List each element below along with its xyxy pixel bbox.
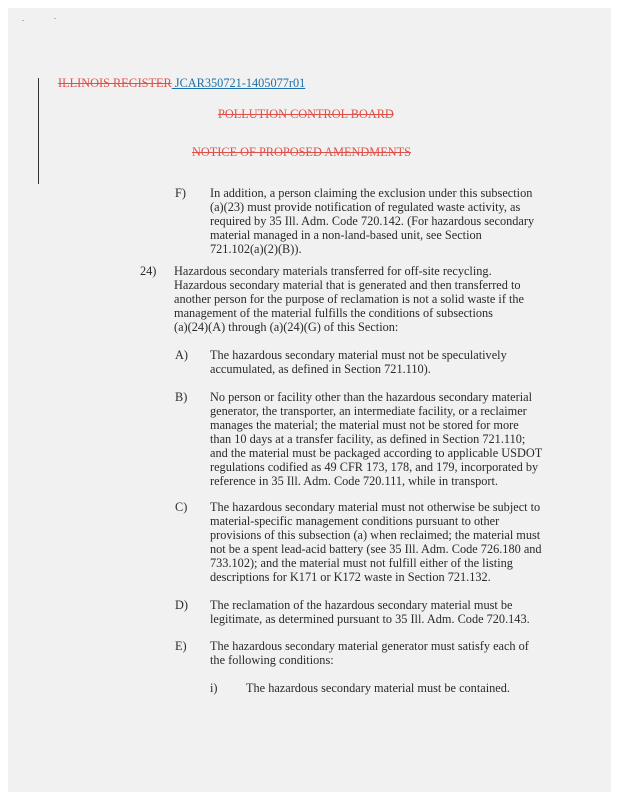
item-text-E: The hazardous secondary material generator must satisfy each of the following conditions: — [210, 639, 529, 667]
item-label-B: B) — [175, 390, 188, 404]
item-label-A: A) — [175, 348, 188, 362]
register-deleted: ILLINOIS REGISTER — [58, 76, 172, 90]
change-bar — [38, 78, 39, 184]
item-text-F: In addition, a person claiming the exclusion under this subsection (a)(23) must provide notification of regulated waste activity, as required by 35 Ill. Adm. Code 720.142. (For hazardous secondary material managed in a non-land-based unit, see Section 721.102(a)(2)(B)). — [210, 186, 535, 256]
item-text-D: The reclamation of the hazardous secondary material must be legitimate, as determined pursuant to 35 Ill. Adm. Code 720.143. — [210, 598, 530, 626]
notice-title: NOTICE OF PROPOSED AMENDMENTS — [192, 145, 411, 159]
item-text-A: The hazardous secondary material must not be speculatively accumulated, as defined in Section 721.110). — [210, 348, 507, 376]
scan-speck — [22, 20, 24, 21]
item-label-E: E) — [175, 639, 187, 653]
item-label-D: D) — [175, 598, 188, 612]
item-text-24: Hazardous secondary materials transferred for off-site recycling. Hazardous secondary material that is generated and then transferred to another person for the purpose of reclamation is not a solid waste if the management of the material fulfills the conditions of subsections (a)(24)(A) through (a)(24)(G) of this Section: — [174, 264, 525, 334]
item-text-C: The hazardous secondary material must not otherwise be subject to material-specific management conditions pursuant to other provisions of this subsection (a) when reclaimed; the material must not be a spent lead-acid battery (see 35 Ill. Adm. Code 726.180 and 733.102); and the material must not fulfill either of the listing descriptions for K171 or K172 waste in Section 721.132. — [210, 500, 542, 584]
item-text-i: The hazardous secondary material must be contained. — [246, 681, 510, 695]
item-label-F: F) — [175, 186, 186, 200]
register-inserted-id: JCAR350721-1405077r01 — [171, 76, 306, 90]
item-label-C: C) — [175, 500, 188, 514]
document-page — [8, 8, 611, 792]
item-label-24: 24) — [140, 264, 157, 278]
scan-speck — [54, 18, 56, 19]
item-text-B: No person or facility other than the hazardous secondary material generator, the transporter, an intermediate facility, or a reclaimer manages the material; the material must not be stored for more than 10 days at a transfer facility, as defined in Section 721.110; and the material must be packaged according to applicable USDOT regulations codified as 49 CFR 173, 178, and 179, incorporated by reference in 35 Ill. Adm. Code 720.111, while in transport. — [210, 390, 543, 488]
register-header — [58, 76, 305, 90]
board-title: POLLUTION CONTROL BOARD — [218, 107, 394, 121]
item-label-i: i) — [210, 681, 218, 695]
